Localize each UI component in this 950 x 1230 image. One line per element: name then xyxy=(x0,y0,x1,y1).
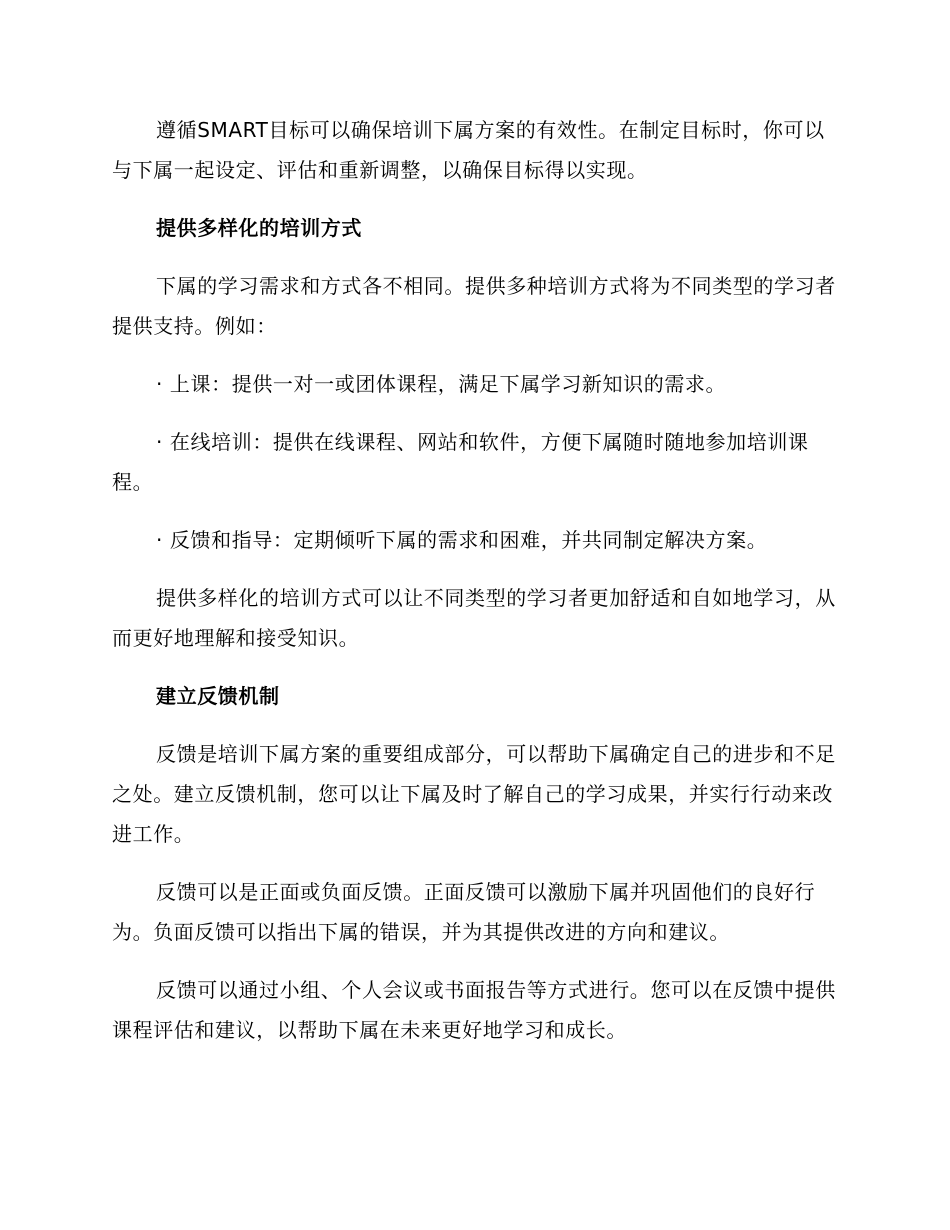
paragraph-feedback-methods: 反馈可以通过小组、个人会议或书面报告等方式进行。您可以在反馈中提供课程评估和建议，以帮助下属在未来更好地学习和成长。 xyxy=(112,978,836,1042)
spacer xyxy=(112,190,838,208)
spacer xyxy=(112,716,838,734)
paragraph-learning-needs: 下属的学习需求和方式各不相同。提供多种培训方式将为不同类型的学习者提供支持。例如： xyxy=(112,274,836,338)
bullet-item-feedback-guidance: · 反馈和指导：定期倾听下属的需求和困难，并共同制定解决方案。 xyxy=(156,528,768,552)
spacer xyxy=(112,854,838,872)
section-heading-diverse-training: 提供多样化的培训方式 xyxy=(156,216,362,240)
paragraph-smart-goals: 遵循SMART目标可以确保培训下属方案的有效性。在制定目标时，你可以与下属一起设定、评估和重新调整，以确保目标得以实现。 xyxy=(112,118,825,182)
paragraph-feedback-importance: 反馈是培训下属方案的重要组成部分，可以帮助下属确定自己的进步和不足之处。建立反馈机制，您可以让下属及时了解自己的学习成果，并实行行动来改进工作。 xyxy=(112,742,836,846)
bullet-item-classes: · 上课：提供一对一或团体课程，满足下属学习新知识的需求。 xyxy=(156,372,727,396)
spacer xyxy=(112,952,838,970)
section-heading-feedback-mechanism: 建立反馈机制 xyxy=(156,684,280,708)
spacer xyxy=(112,560,838,578)
spacer xyxy=(112,248,838,266)
spacer xyxy=(112,658,838,676)
paragraph-feedback-types: 反馈可以是正面或负面反馈。正面反馈可以激励下属并巩固他们的良好行为。负面反馈可以指出下属的错误，并为其提供改进的方向和建议。 xyxy=(112,880,816,944)
paragraph-diverse-benefits: 提供多样化的培训方式可以让不同类型的学习者更加舒适和自如地学习，从而更好地理解和接受知识。 xyxy=(112,586,836,650)
spacer xyxy=(112,404,838,422)
spacer xyxy=(112,502,838,520)
spacer xyxy=(112,346,838,364)
bullet-item-online-training: · 在线培训：提供在线课程、网站和软件，方便下属随时随地参加培训课程。 xyxy=(112,430,809,494)
